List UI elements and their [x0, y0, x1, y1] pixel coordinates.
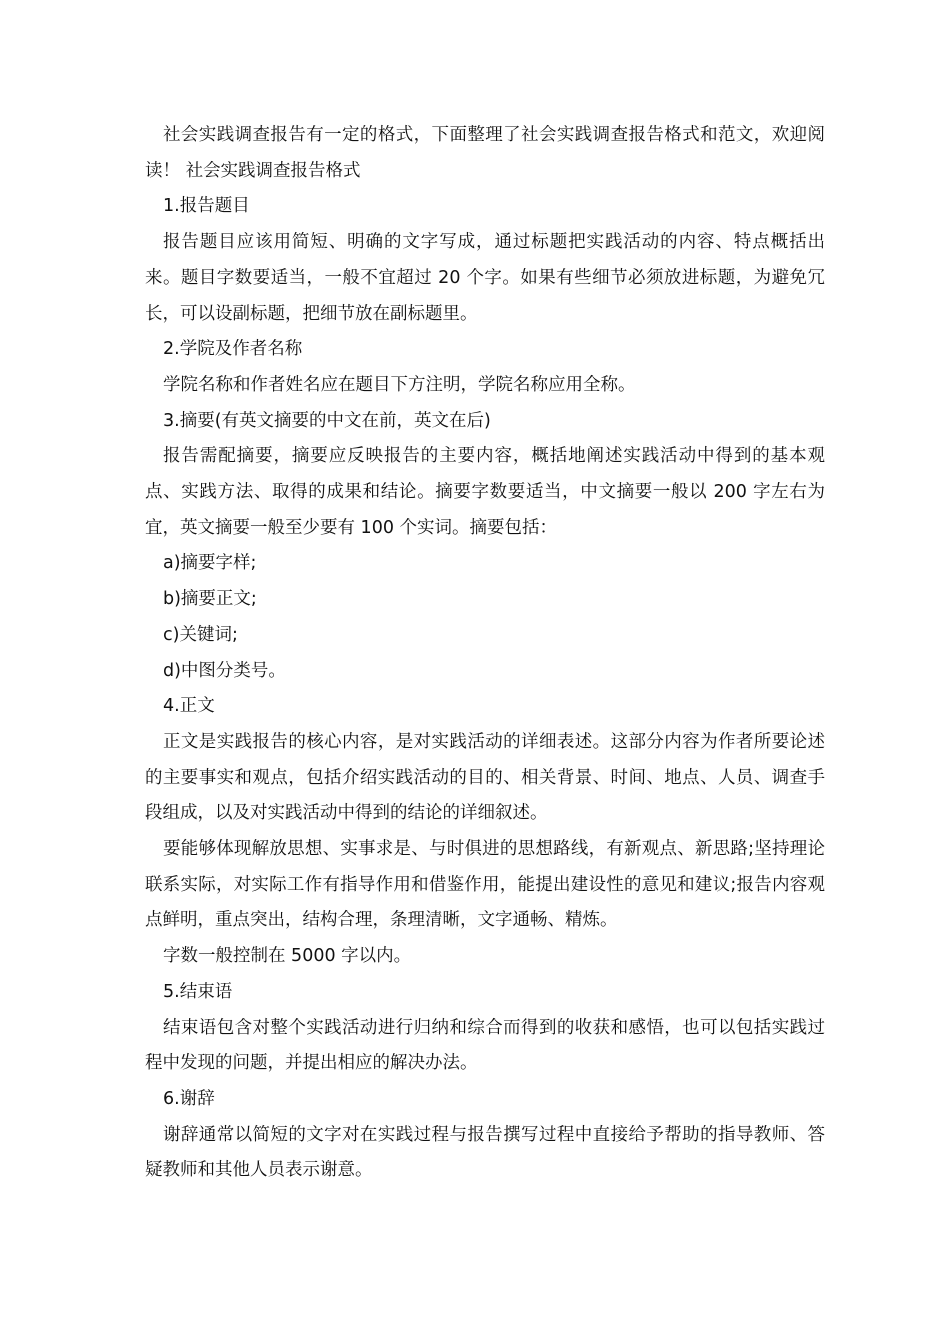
- paragraph-college-author: 学院名称和作者姓名应在题目下方注明，学院名称应用全称。: [163, 374, 636, 395]
- section-heading-acknowledgement: 6.谢辞: [163, 1088, 215, 1109]
- paragraph-conclusion: 结束语包含对整个实践活动进行归纳和综合而得到的收获和感悟，也可以包括实践过程中发现的问题，并提出相应的解决办法。: [145, 1017, 825, 1074]
- section-heading-main-text: 4.正文: [163, 696, 215, 717]
- paragraph-word-limit: 字数一般控制在 5000 字以内。: [163, 946, 412, 967]
- list-item-abstract-c: c)关键词;: [163, 624, 238, 645]
- intro-paragraph: 社会实践调查报告有一定的格式，下面整理了社会实践调查报告格式和范文，欢迎阅读！ 社会实践调查报告格式: [145, 125, 825, 181]
- section-heading-abstract: 3.摘要(有英文摘要的中文在前，英文在后): [163, 410, 491, 431]
- paragraph-report-title: 报告题目应该用简短、明确的文字写成，通过标题把实践活动的内容、特点概括出来。题目字数要适当，一般不宜超过 20 个字。如果有些细节必须放进标题，为避免冗长，可以设副标题，把细节放在副标题里。: [145, 232, 825, 324]
- paragraph-main-text-1: 正文是实践报告的核心内容，是对实践活动的详细表述。这部分内容为作者所要论述的主要事实和观点，包括介绍实践活动的目的、相关背景、时间、地点、人员、调查手段组成，以及对实践活动中得到的结论的详细叙述。: [145, 731, 825, 824]
- paragraph-acknowledgement: 谢辞通常以简短的文字对在实践过程与报告撰写过程中直接给予帮助的指导教师、答疑教师和其他人员表示谢意。: [145, 1124, 825, 1181]
- section-heading-report-title: 1.报告题目: [163, 196, 250, 217]
- section-heading-college-author: 2.学院及作者名称: [163, 339, 303, 360]
- list-item-abstract-d: d)中图分类号。: [163, 660, 286, 681]
- section-heading-conclusion: 5.结束语: [163, 981, 233, 1002]
- paragraph-abstract: 报告需配摘要，摘要应反映报告的主要内容，概括地阐述实践活动中得到的基本观点、实践方法、取得的成果和结论。摘要字数要适当，中文摘要一般以 200 字左右为宜，英文摘要一般至少要有 100 个实词。摘要包括：: [145, 446, 825, 538]
- list-item-abstract-a: a)摘要字样;: [163, 553, 257, 574]
- paragraph-main-text-2: 要能够体现解放思想、实事求是、与时俱进的思想路线，有新观点、新思路;坚持理论联系实际，对实际工作有指导作用和借鉴作用，能提出建设性的意见和建议;报告内容观点鲜明，重点突出，结构合理，条理清晰，文字通畅、精炼。: [145, 839, 825, 931]
- document-body: [145, 118, 825, 1189]
- list-item-abstract-b: b)摘要正文;: [163, 589, 257, 610]
